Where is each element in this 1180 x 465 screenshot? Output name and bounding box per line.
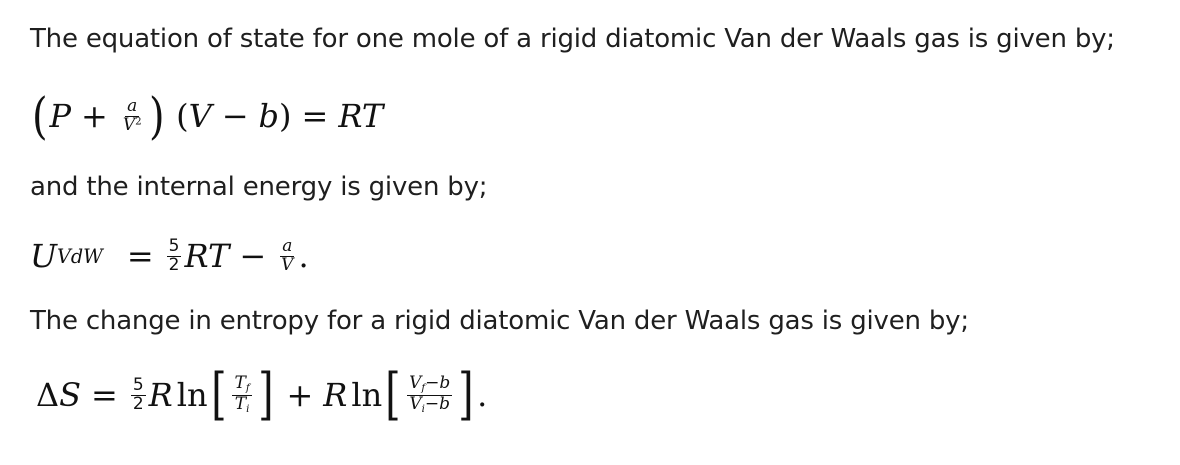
- eq3-Vi-sub: i: [421, 403, 425, 415]
- eq2-V: V: [281, 254, 294, 275]
- eq3-bracket2-open: [: [385, 362, 401, 427]
- eq3-bracket1-open: [: [210, 362, 227, 427]
- right-paren: ): [148, 87, 165, 145]
- paragraph-internal-energy: and the internal energy is given by;: [30, 172, 488, 202]
- eq3-minus-b2: −b: [424, 393, 450, 414]
- eq2-equals: =: [126, 237, 154, 275]
- eq1-paren2-close: ): [279, 97, 292, 135]
- eq3-Ti-sub: i: [246, 403, 250, 415]
- eq3-two: 2: [132, 393, 144, 414]
- eq3-bracket2-close: ]: [458, 362, 474, 427]
- eq3-R2: R: [323, 376, 348, 414]
- eq3-Vf-minus-b: [407, 372, 452, 396]
- eq1-P: P: [49, 97, 72, 135]
- eq2-fraction-a-V: [279, 235, 295, 275]
- eq1-V: V: [122, 114, 136, 135]
- eq2-five: 5: [168, 235, 180, 256]
- eq3-S: S: [59, 376, 82, 414]
- eq1-frac-den: [121, 114, 144, 135]
- eq3-Ti: [233, 393, 252, 416]
- eq3-R1: R: [148, 376, 173, 414]
- eq3-Tf-sub: f: [245, 382, 250, 394]
- eq3-Vf-sub: f: [421, 382, 426, 394]
- eq3-Ti-base: T: [234, 393, 247, 414]
- eq3-five: 5: [132, 374, 144, 395]
- eq3-fraction-T: [232, 372, 251, 416]
- paragraph-entropy: The change in entropy for a rigid diatomic Van der Waals gas is given by;: [30, 306, 969, 336]
- eq3-Tf-base: T: [234, 372, 246, 393]
- eq3-delta: Δ: [36, 376, 60, 414]
- eq3-ln2: ln: [351, 376, 383, 414]
- eq3-Vi-base: V: [409, 393, 422, 414]
- eq3-ln1: ln: [176, 376, 208, 414]
- eq3-Tf: [232, 372, 251, 396]
- eq3-equals: =: [91, 376, 118, 414]
- equation-internal-energy: [30, 230, 309, 282]
- eq2-fraction-5-2: [167, 235, 182, 275]
- eq2-two: 2: [168, 254, 180, 275]
- eq2-RT: RT: [184, 237, 230, 275]
- eq3-period: .: [477, 376, 488, 414]
- eq3-fraction-5-2: [131, 374, 146, 414]
- eq2-U: U: [30, 237, 57, 275]
- eq1-b: b: [258, 97, 280, 135]
- eq2-a: a: [282, 235, 293, 256]
- eq3-minus-b1: −b: [425, 372, 451, 393]
- eq1-frac-num: a: [127, 95, 138, 116]
- eq3-Vi-minus-b: [407, 393, 452, 416]
- eq1-paren2-open: (: [176, 97, 189, 135]
- eq1-fraction: [121, 95, 144, 135]
- eq2-minus: −: [239, 237, 267, 275]
- eq1-RT: RT: [338, 97, 384, 135]
- equation-entropy: [30, 362, 487, 428]
- eq3-bracket1-close: ]: [257, 362, 274, 427]
- left-paren: (: [31, 87, 48, 145]
- eq2-U-sub: VdW: [56, 244, 103, 268]
- eq3-fraction-V: [407, 372, 452, 416]
- eq3-Vf-base: V: [409, 372, 422, 393]
- eq1-minus: −: [221, 97, 249, 135]
- eq3-plus: +: [286, 376, 314, 414]
- eq2-period: .: [298, 237, 309, 275]
- eq1-plus: +: [81, 97, 108, 135]
- equation-state: [30, 86, 383, 146]
- paragraph-equation-of-state: The equation of state for one mole of a rigid diatomic Van der Waals gas is given by;: [30, 24, 1115, 54]
- eq1-equals: =: [301, 97, 329, 135]
- eq1-exp: 2: [135, 115, 142, 127]
- eq1-V2: V: [188, 97, 212, 135]
